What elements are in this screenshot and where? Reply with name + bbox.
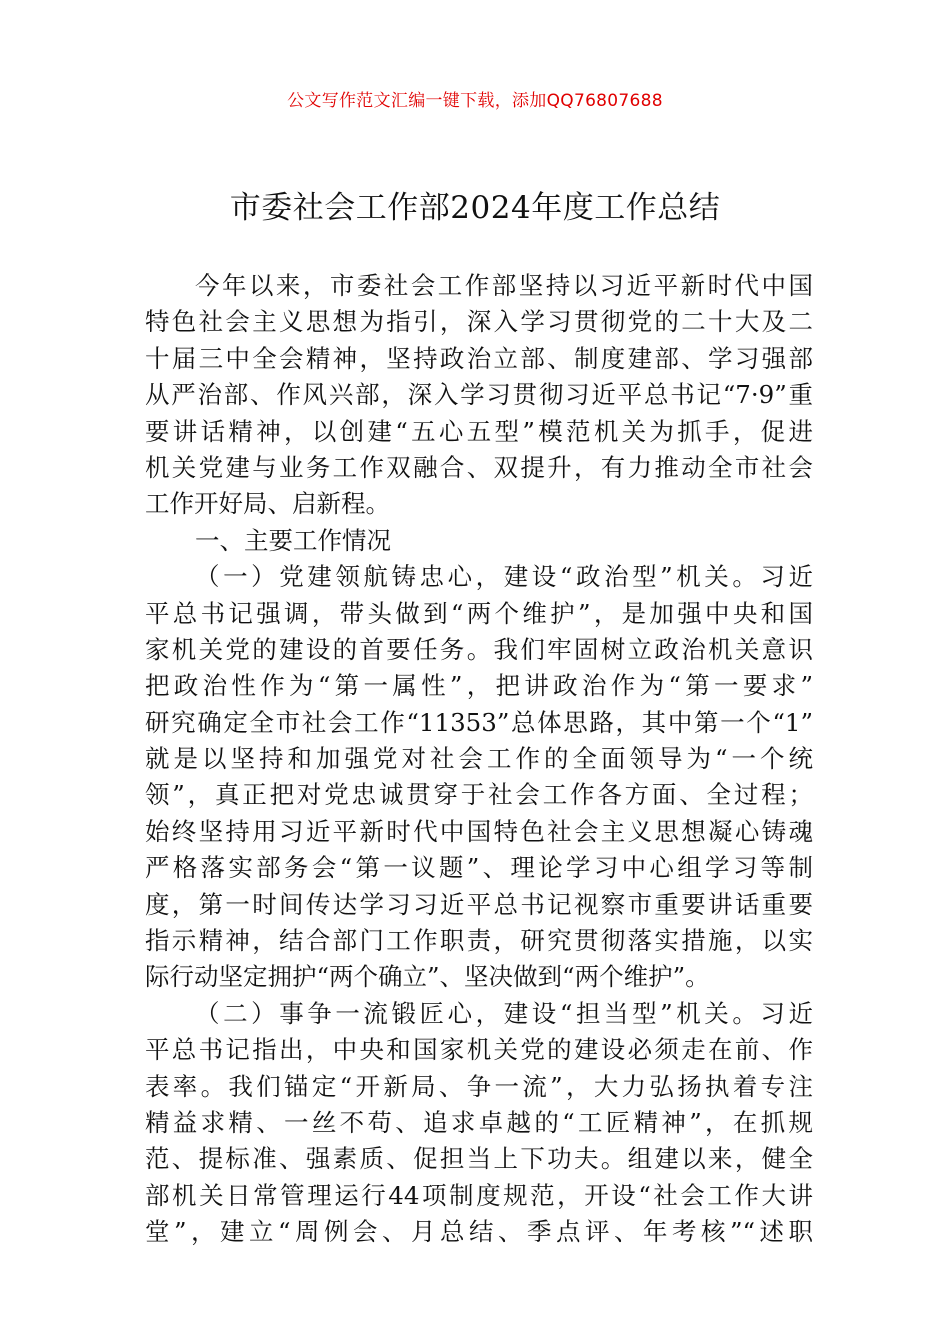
body-line: 范、提标准、强素质、促担当上下功夫。组建以来，健全: [145, 1144, 813, 1174]
body-line: 要讲话精神，以创建“五心五型”模范机关为抓手，促进: [145, 416, 813, 446]
body-line: 平总书记指出，中央和国家机关党的建设必须走在前、作: [145, 1035, 813, 1065]
document-title: 市委社会工作部2024年度工作总结: [229, 190, 721, 226]
body-line: 就是以坚持和加强党对社会工作的全面领导为“一个统: [145, 744, 813, 774]
body-line: 研究确定全市社会工作“11353”总体思路，其中第一个“1”: [145, 707, 813, 737]
body-line: （二）事争一流锻匠心，建设“担当型”机关。习近: [195, 998, 813, 1028]
body-line: 始终坚持用习近平新时代中国特色社会主义思想凝心铸魂: [145, 816, 813, 846]
body-line: 际行动坚定拥护“两个确立”、坚决做到“两个维护”。: [145, 962, 710, 992]
body-line: 工作开好局、启新程。: [145, 489, 390, 519]
body-line: 今年以来，市委社会工作部坚持以习近平新时代中国: [195, 271, 813, 300]
body-line: 家机关党的建设的首要任务。我们牢固树立政治机关意识: [145, 634, 813, 664]
body-line: 指示精神，结合部门工作职责，研究贯彻落实措施，以实: [145, 926, 813, 956]
body-line: 从严治部、作风兴部，深入学习贯彻习近平总书记“7·9”重: [145, 380, 813, 410]
download-banner[interactable]: 公文写作范文汇编一键下载，添加QQ76807688: [287, 91, 663, 111]
document-body: [145, 268, 813, 1251]
body-line: 特色社会主义思想为指引，深入学习贯彻党的二十大及二: [145, 307, 813, 337]
body-line: （一）党建领航铸忠心，建设“政治型”机关。习近: [195, 562, 813, 592]
body-line: 领”，真正把对党忠诚贯穿于社会工作各方面、全过程；: [145, 780, 813, 810]
body-line: 度，第一时间传达学习习近平总书记视察市重要讲话重要: [145, 889, 813, 919]
body-line: 部机关日常管理运行44项制度规范，开设“社会工作大讲: [145, 1180, 813, 1210]
body-line: 把政治性作为“第一属性”，把讲政治作为“第一要求”: [145, 671, 813, 701]
body-line: 一、主要工作情况: [195, 525, 391, 555]
body-line: 堂”，建立“周例会、月总结、季点评、年考核”“述职: [145, 1217, 813, 1247]
body-line: 表率。我们锚定“开新局、争一流”，大力弘扬执着专注: [145, 1071, 813, 1101]
body-line: 机关党建与业务工作双融合、双提升，有力推动全市社会: [145, 452, 813, 482]
body-line: 严格落实部务会“第一议题”、理论学习中心组学习等制: [145, 853, 813, 883]
body-line: 十届三中全会精神，坚持政治立部、制度建部、学习强部: [145, 343, 813, 373]
body-line: 平总书记强调，带头做到“两个维护”，是加强中央和国: [145, 598, 813, 628]
body-line: 精益求精、一丝不苟、追求卓越的“工匠精神”，在抓规: [145, 1107, 813, 1137]
